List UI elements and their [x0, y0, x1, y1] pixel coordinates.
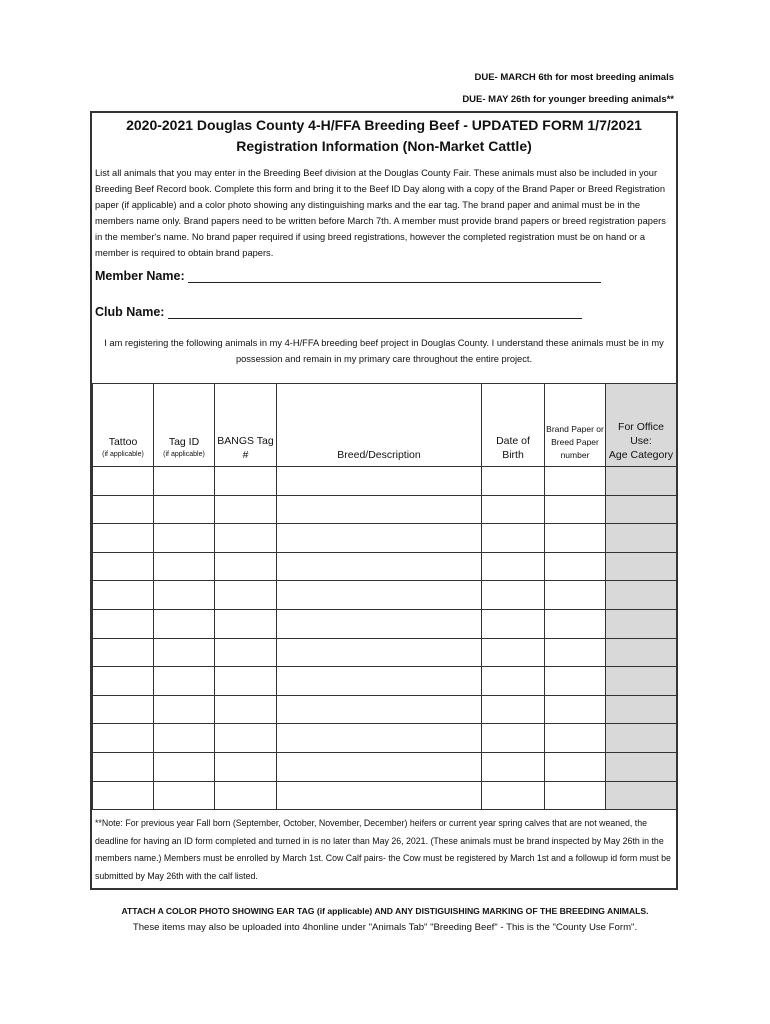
dob-cell[interactable] — [482, 524, 545, 553]
member-name-label: Member Name: — [95, 269, 185, 283]
table-row — [93, 695, 677, 724]
brand-paper-cell[interactable] — [545, 638, 606, 667]
tag-id-cell[interactable] — [154, 581, 215, 610]
dob-cell[interactable] — [482, 724, 545, 753]
tag-id-cell[interactable] — [154, 667, 215, 696]
table-row — [93, 638, 677, 667]
tag-id-cell[interactable] — [154, 467, 215, 496]
office-use-cell — [606, 524, 677, 553]
tag-id-cell[interactable] — [154, 524, 215, 553]
brand-paper-cell[interactable] — [545, 781, 606, 810]
bangs-tag-cell[interactable] — [215, 609, 277, 638]
tag-id-cell[interactable] — [154, 752, 215, 781]
brand-paper-cell[interactable] — [545, 724, 606, 753]
bangs-tag-cell[interactable] — [215, 724, 277, 753]
table-row — [93, 467, 677, 496]
office-use-cell — [606, 495, 677, 524]
tattoo-cell[interactable] — [93, 752, 154, 781]
breed-cell[interactable] — [277, 638, 482, 667]
member-name-field[interactable] — [92, 269, 601, 283]
tattoo-cell[interactable] — [93, 581, 154, 610]
dob-cell[interactable] — [482, 581, 545, 610]
dob-cell[interactable] — [482, 667, 545, 696]
breed-cell[interactable] — [277, 724, 482, 753]
tattoo-cell[interactable] — [93, 552, 154, 581]
table-row — [93, 552, 677, 581]
bangs-tag-cell[interactable] — [215, 781, 277, 810]
table-row — [93, 495, 677, 524]
registration-form — [90, 111, 678, 890]
due-date-march: DUE- MARCH 6th for most breeding animals — [474, 72, 674, 83]
instructions-paragraph: List all animals that you may enter in the Breeding Beef division at the Douglas County Fair. These animals must also be included in your Breeding Beef Record book. Complete this form and bring it to the Beef ID Day along with a copy of the Brand Paper or Breed Registration paper (if applicable) and a color photo showing any distinguishing marks and the ear tag. The brand paper and animal must be in the members name only. Brand papers need to be written before March 7th. A member must provide brand papers or breed registration papers in the member's name. No brand paper required if using breed registrations, however the completed registration must be on hand or a member is required to obtain brand papers. — [95, 168, 666, 258]
animal-rows — [93, 467, 677, 810]
breed-cell[interactable] — [277, 524, 482, 553]
tag-id-cell[interactable] — [154, 495, 215, 524]
office-use-cell — [606, 695, 677, 724]
col-office-line1: For Office Use: — [618, 421, 664, 447]
col-bangs-label: BANGS Tag — [217, 435, 274, 447]
col-office-use — [606, 384, 677, 467]
tag-id-cell[interactable] — [154, 695, 215, 724]
col-breed-label: Breed/Description — [337, 449, 421, 461]
bangs-tag-cell[interactable] — [215, 638, 277, 667]
tag-id-cell[interactable] — [154, 638, 215, 667]
table-header-row — [93, 384, 677, 467]
office-use-cell — [606, 781, 677, 810]
upload-notice: These items may also be uploaded into 4honline under "Animals Tab" "Breeding Beef" - This is the "County Use Form". — [132, 922, 638, 933]
dob-cell[interactable] — [482, 781, 545, 810]
title-line-1: 2020-2021 Douglas County 4-H/FFA Breeding Beef - UPDATED FORM 1/7/2021 — [126, 117, 642, 133]
dob-cell[interactable] — [482, 695, 545, 724]
tattoo-cell[interactable] — [93, 724, 154, 753]
acknowledgement-statement: I am registering the following animals in my 4-H/FFA breeding beef project in Douglas County. I understand these animals must be in my possession and remain in my primary care throughout the entire project. — [104, 338, 664, 364]
office-use-cell — [606, 609, 677, 638]
brand-paper-cell[interactable] — [545, 609, 606, 638]
tattoo-cell[interactable] — [93, 695, 154, 724]
due-date-may: DUE- MAY 26th for younger breeding animals** — [462, 94, 674, 105]
brand-paper-cell[interactable] — [545, 524, 606, 553]
col-bangs-tag — [215, 384, 277, 467]
office-use-cell — [606, 724, 677, 753]
col-dob-line2: Birth — [502, 449, 524, 461]
tattoo-cell[interactable] — [93, 467, 154, 496]
breed-cell[interactable] — [277, 581, 482, 610]
brand-paper-cell[interactable] — [545, 667, 606, 696]
bangs-tag-cell[interactable] — [215, 495, 277, 524]
dob-cell[interactable] — [482, 752, 545, 781]
col-brand-line1: Brand Paper or — [546, 424, 604, 434]
tattoo-cell[interactable] — [93, 495, 154, 524]
col-tattoo-label: Tattoo — [108, 436, 138, 448]
bangs-tag-cell[interactable] — [215, 467, 277, 496]
brand-paper-cell[interactable] — [545, 581, 606, 610]
col-office-line2: Age Category — [608, 449, 674, 461]
table-row — [93, 581, 677, 610]
table-row — [93, 667, 677, 696]
dob-cell[interactable] — [482, 495, 545, 524]
tattoo-cell[interactable] — [93, 667, 154, 696]
bangs-tag-cell[interactable] — [215, 695, 277, 724]
col-tattoo — [93, 384, 154, 467]
title-line-2: Registration Information (Non-Market Cattle) — [236, 138, 532, 154]
attach-photo-notice: ATTACH A COLOR PHOTO SHOWING EAR TAG (if applicable) AND ANY DISTIGUISHING MARKING OF THE BREEDING ANIMALS. — [121, 906, 649, 916]
breed-cell[interactable] — [277, 667, 482, 696]
table-row — [93, 752, 677, 781]
table-row — [93, 609, 677, 638]
club-name-line[interactable] — [168, 306, 582, 319]
member-name-line[interactable] — [188, 270, 601, 283]
tag-id-cell[interactable] — [154, 552, 215, 581]
col-tag-id — [154, 384, 215, 467]
brand-paper-cell[interactable] — [545, 495, 606, 524]
breed-cell[interactable] — [277, 781, 482, 810]
tag-id-cell[interactable] — [154, 724, 215, 753]
breed-cell[interactable] — [277, 695, 482, 724]
col-brand-paper — [545, 384, 606, 467]
col-brand-line3: number — [560, 450, 590, 460]
brand-paper-cell[interactable] — [545, 467, 606, 496]
breed-cell[interactable] — [277, 467, 482, 496]
brand-paper-cell[interactable] — [545, 695, 606, 724]
footnote: **Note: For previous year Fall born (September, October, November, December) heifers or current year spring calves that are not weaned, the deadline for having an ID form completed and turned in is no later than May 26, 2021. (These animals must be brand inspected by May 26th in the members name.) Members must be enrolled by March 1st. Cow Calf pairs- the Cow must be registered by March 1st and a followup id form must be submitted by May 26th with the calf listed. — [95, 818, 671, 881]
col-date-of-birth — [482, 384, 545, 467]
dob-cell[interactable] — [482, 609, 545, 638]
form-title — [92, 115, 676, 157]
office-use-cell — [606, 638, 677, 667]
col-dob-line1: Date of — [496, 435, 530, 447]
col-breed — [277, 384, 482, 467]
office-use-cell — [606, 552, 677, 581]
dob-cell[interactable] — [482, 467, 545, 496]
col-tag-note: (if applicable) — [163, 451, 205, 458]
col-brand-line2: Breed Paper — [551, 437, 599, 447]
tag-id-cell[interactable] — [154, 609, 215, 638]
table-row — [93, 524, 677, 553]
breed-cell[interactable] — [277, 609, 482, 638]
club-name-field[interactable] — [92, 305, 582, 319]
club-name-label: Club Name: — [95, 305, 165, 319]
col-tag-label: Tag ID — [168, 436, 200, 448]
office-use-cell — [606, 752, 677, 781]
bangs-tag-cell[interactable] — [215, 752, 277, 781]
bangs-tag-cell[interactable] — [215, 552, 277, 581]
tattoo-cell[interactable] — [93, 609, 154, 638]
animal-table — [92, 383, 677, 810]
office-use-cell — [606, 667, 677, 696]
bangs-tag-cell[interactable] — [215, 667, 277, 696]
tattoo-cell[interactable] — [93, 638, 154, 667]
bangs-tag-cell[interactable] — [215, 524, 277, 553]
office-use-cell — [606, 581, 677, 610]
col-tattoo-note: (if applicable) — [102, 451, 144, 458]
tattoo-cell[interactable] — [93, 524, 154, 553]
breed-cell[interactable] — [277, 552, 482, 581]
table-row — [93, 781, 677, 810]
tag-id-cell[interactable] — [154, 781, 215, 810]
dob-cell[interactable] — [482, 552, 545, 581]
col-bangs-hash: # — [242, 449, 249, 461]
breed-cell[interactable] — [277, 752, 482, 781]
dob-cell[interactable] — [482, 638, 545, 667]
breed-cell[interactable] — [277, 495, 482, 524]
office-use-cell — [606, 467, 677, 496]
bangs-tag-cell[interactable] — [215, 581, 277, 610]
table-row — [93, 724, 677, 753]
tattoo-cell[interactable] — [93, 781, 154, 810]
brand-paper-cell[interactable] — [545, 552, 606, 581]
brand-paper-cell[interactable] — [545, 752, 606, 781]
